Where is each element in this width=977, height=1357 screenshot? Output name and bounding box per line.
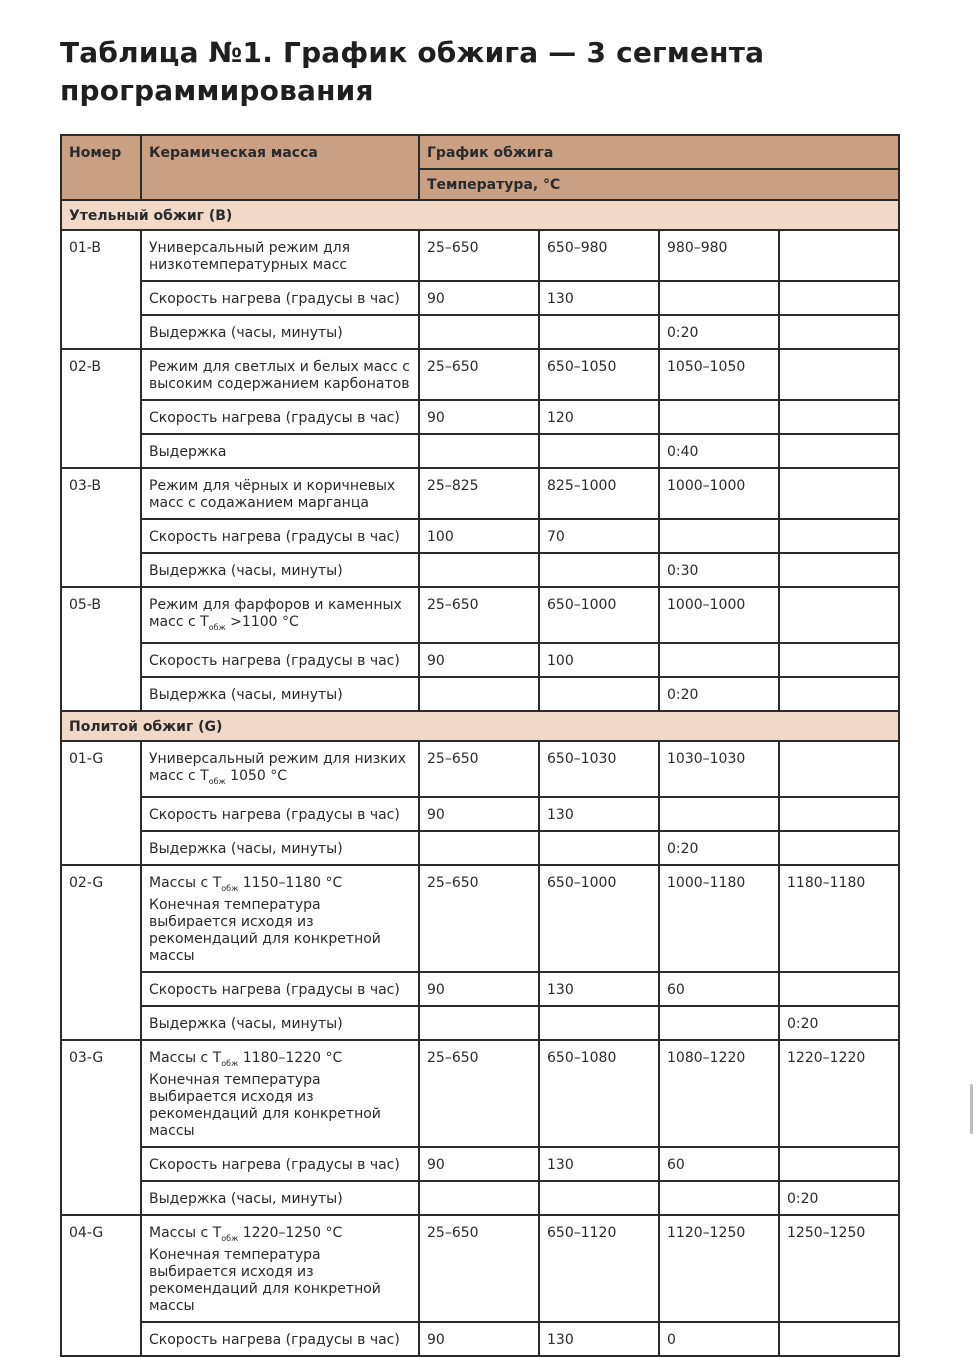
mass-text: Универсальный режим для низких масс с Т (149, 751, 407, 784)
rate-cell: 90 (419, 1322, 539, 1356)
table-row (61, 400, 899, 434)
hold-cell (659, 1006, 779, 1040)
hold-cell: 0:30 (659, 553, 779, 587)
rate-cell: 130 (539, 1147, 659, 1181)
rate-cell (779, 281, 899, 315)
rate-cell: 130 (539, 281, 659, 315)
header-mass: Керамическая масса (141, 135, 419, 200)
temperature-cell: 1030–1030 (659, 741, 779, 797)
temperature-cell: 825–1000 (539, 468, 659, 519)
rate-label: Скорость нагрева (градусы в час) (141, 972, 419, 1006)
mass-text: 1050 °С (225, 768, 288, 784)
hold-cell (539, 315, 659, 349)
mass-text: Массы с Т (149, 1225, 222, 1241)
temperature-cell: 1250–1250 (779, 1215, 899, 1322)
table-row (61, 315, 899, 349)
rate-cell (659, 643, 779, 677)
rate-label: Скорость нагрева (градусы в час) (141, 643, 419, 677)
rate-cell: 90 (419, 400, 539, 434)
mass-subscript: обж (221, 1234, 239, 1243)
hold-cell (779, 315, 899, 349)
temperature-cell: 650–980 (539, 230, 659, 281)
header-number: Номер (61, 135, 141, 200)
temperature-cell: 25–650 (419, 865, 539, 972)
rate-cell (659, 797, 779, 831)
mass-text: Режим для фарфоров и каменных масс с Т (149, 597, 402, 630)
page-title: Таблица №1. График обжига — 3 сегмента программирования (60, 36, 765, 107)
table-row (61, 230, 899, 281)
temperature-cell (779, 468, 899, 519)
rate-cell: 130 (539, 972, 659, 1006)
table-row (61, 741, 899, 797)
rate-cell: 100 (539, 643, 659, 677)
mass-description (141, 230, 419, 281)
hold-cell (539, 1006, 659, 1040)
hold-cell (419, 553, 539, 587)
mass-text: Универсальный режим для низкотемпературных масс (149, 240, 351, 273)
section-label: Утельный обжиг (B) (61, 200, 899, 230)
rate-cell (779, 1322, 899, 1356)
hold-cell: 0:20 (659, 677, 779, 711)
hold-label: Выдержка (часы, минуты) (141, 1181, 419, 1215)
rate-cell: 130 (539, 797, 659, 831)
temperature-cell: 25–650 (419, 1040, 539, 1147)
table-row (61, 468, 899, 519)
scrollbar-thumb[interactable] (970, 1084, 973, 1134)
program-number: 01-B (61, 230, 141, 349)
program-number: 04-G (61, 1215, 141, 1356)
hold-cell (419, 677, 539, 711)
program-number: 03-B (61, 468, 141, 587)
table-row (61, 1181, 899, 1215)
program-number: 03-G (61, 1040, 141, 1215)
temperature-cell: 25–650 (419, 230, 539, 281)
temperature-cell: 25–650 (419, 349, 539, 400)
hold-cell (539, 831, 659, 865)
firing-schedule-table (60, 134, 900, 1357)
table-row (61, 643, 899, 677)
rate-cell (779, 519, 899, 553)
rate-cell (659, 519, 779, 553)
temperature-cell: 1220–1220 (779, 1040, 899, 1147)
header-schedule: График обжига (419, 135, 899, 169)
rate-cell: 90 (419, 643, 539, 677)
mass-text: 1150–1180 °С Конечная температура выбирается исходя из рекомендаций для конкретной массы (149, 875, 381, 964)
hold-cell (779, 434, 899, 468)
hold-cell (539, 1181, 659, 1215)
temperature-cell: 650–1120 (539, 1215, 659, 1322)
hold-cell: 0:40 (659, 434, 779, 468)
temperature-cell: 1000–1000 (659, 587, 779, 643)
section-row (61, 200, 899, 230)
hold-cell (659, 1181, 779, 1215)
table-row (61, 865, 899, 972)
rate-cell: 130 (539, 1322, 659, 1356)
hold-cell (779, 831, 899, 865)
rate-cell: 90 (419, 1147, 539, 1181)
hold-label: Выдержка (часы, минуты) (141, 677, 419, 711)
temperature-cell: 650–1080 (539, 1040, 659, 1147)
hold-cell: 0:20 (659, 315, 779, 349)
mass-description (141, 468, 419, 519)
mass-description (141, 741, 419, 797)
table-row (61, 1147, 899, 1181)
section-label: Политой обжиг (G) (61, 711, 899, 741)
rate-cell (779, 797, 899, 831)
mass-description (141, 1215, 419, 1322)
hold-label: Выдержка (часы, минуты) (141, 315, 419, 349)
section-row (61, 711, 899, 741)
temperature-cell: 1000–1180 (659, 865, 779, 972)
temperature-cell (779, 741, 899, 797)
rate-cell (659, 400, 779, 434)
rate-cell: 120 (539, 400, 659, 434)
temperature-cell (779, 349, 899, 400)
hold-cell (419, 434, 539, 468)
hold-cell: 0:20 (779, 1006, 899, 1040)
temperature-cell (779, 587, 899, 643)
mass-text: Режим для чёрных и коричневых масс с содажанием марганца (149, 478, 396, 511)
table-row (61, 972, 899, 1006)
mass-description (141, 587, 419, 643)
program-number: 05-B (61, 587, 141, 711)
mass-subscript: обж (208, 623, 226, 632)
rate-cell: 0 (659, 1322, 779, 1356)
hold-cell (419, 315, 539, 349)
table-row (61, 553, 899, 587)
table-row (61, 1215, 899, 1322)
mass-description (141, 1040, 419, 1147)
temperature-cell (779, 230, 899, 281)
program-number: 02-B (61, 349, 141, 468)
table-row (61, 831, 899, 865)
mass-text: 1180–1220 °С Конечная температура выбирается исходя из рекомендаций для конкретной массы (149, 1050, 381, 1139)
header-temperature: Температура, °С (419, 169, 899, 200)
program-number: 02-G (61, 865, 141, 1040)
hold-label: Выдержка (141, 434, 419, 468)
hold-cell: 0:20 (659, 831, 779, 865)
rate-cell: 60 (659, 972, 779, 1006)
rate-cell (779, 972, 899, 1006)
temperature-cell: 1180–1180 (779, 865, 899, 972)
table-row (61, 281, 899, 315)
hold-cell (419, 1006, 539, 1040)
temperature-cell: 25–825 (419, 468, 539, 519)
temperature-cell: 1080–1220 (659, 1040, 779, 1147)
mass-text: Массы с Т (149, 875, 222, 891)
mass-subscript: обж (221, 1059, 239, 1068)
rate-cell: 60 (659, 1147, 779, 1181)
table-row (61, 587, 899, 643)
hold-cell (419, 831, 539, 865)
temperature-cell: 25–650 (419, 587, 539, 643)
rate-cell: 90 (419, 797, 539, 831)
mass-text: Массы с Т (149, 1050, 222, 1066)
rate-cell: 100 (419, 519, 539, 553)
rate-label: Скорость нагрева (градусы в час) (141, 519, 419, 553)
table-body (61, 200, 899, 1356)
rate-cell: 90 (419, 281, 539, 315)
rate-cell (659, 281, 779, 315)
mass-text: 1220–1250 °С Конечная температура выбирается исходя из рекомендаций для конкретной массы (149, 1225, 381, 1314)
temperature-cell: 25–650 (419, 741, 539, 797)
temperature-cell: 1050–1050 (659, 349, 779, 400)
hold-cell (779, 677, 899, 711)
table-row (61, 349, 899, 400)
hold-label: Выдержка (часы, минуты) (141, 831, 419, 865)
mass-text: Режим для светлых и белых масс с высоким содержанием карбонатов (149, 359, 410, 392)
hold-cell (419, 1181, 539, 1215)
table-row (61, 519, 899, 553)
mass-subscript: обж (221, 884, 239, 893)
rate-cell (779, 643, 899, 677)
table-row (61, 1040, 899, 1147)
hold-cell (539, 677, 659, 711)
temperature-cell: 650–1000 (539, 587, 659, 643)
temperature-cell: 1120–1250 (659, 1215, 779, 1322)
temperature-cell: 650–1050 (539, 349, 659, 400)
rate-label: Скорость нагрева (градусы в час) (141, 1147, 419, 1181)
hold-label: Выдержка (часы, минуты) (141, 553, 419, 587)
table-row (61, 677, 899, 711)
rate-label: Скорость нагрева (градусы в час) (141, 400, 419, 434)
table-row (61, 797, 899, 831)
table-row (61, 1006, 899, 1040)
temperature-cell: 980–980 (659, 230, 779, 281)
program-number: 01-G (61, 741, 141, 865)
hold-cell: 0:20 (779, 1181, 899, 1215)
rate-label: Скорость нагрева (градусы в час) (141, 797, 419, 831)
rate-label: Скорость нагрева (градусы в час) (141, 281, 419, 315)
rate-cell: 90 (419, 972, 539, 1006)
hold-cell (539, 434, 659, 468)
hold-label: Выдержка (часы, минуты) (141, 1006, 419, 1040)
rate-cell (779, 1147, 899, 1181)
temperature-cell: 25–650 (419, 1215, 539, 1322)
mass-text: >1100 °С (225, 614, 299, 630)
hold-cell (779, 553, 899, 587)
temperature-cell: 650–1030 (539, 741, 659, 797)
mass-description (141, 349, 419, 400)
rate-cell (779, 400, 899, 434)
temperature-cell: 1000–1000 (659, 468, 779, 519)
mass-description (141, 865, 419, 972)
temperature-cell: 650–1000 (539, 865, 659, 972)
table-row (61, 1322, 899, 1356)
rate-label: Скорость нагрева (градусы в час) (141, 1322, 419, 1356)
mass-subscript: обж (208, 777, 226, 786)
hold-cell (539, 553, 659, 587)
rate-cell: 70 (539, 519, 659, 553)
table-row (61, 434, 899, 468)
